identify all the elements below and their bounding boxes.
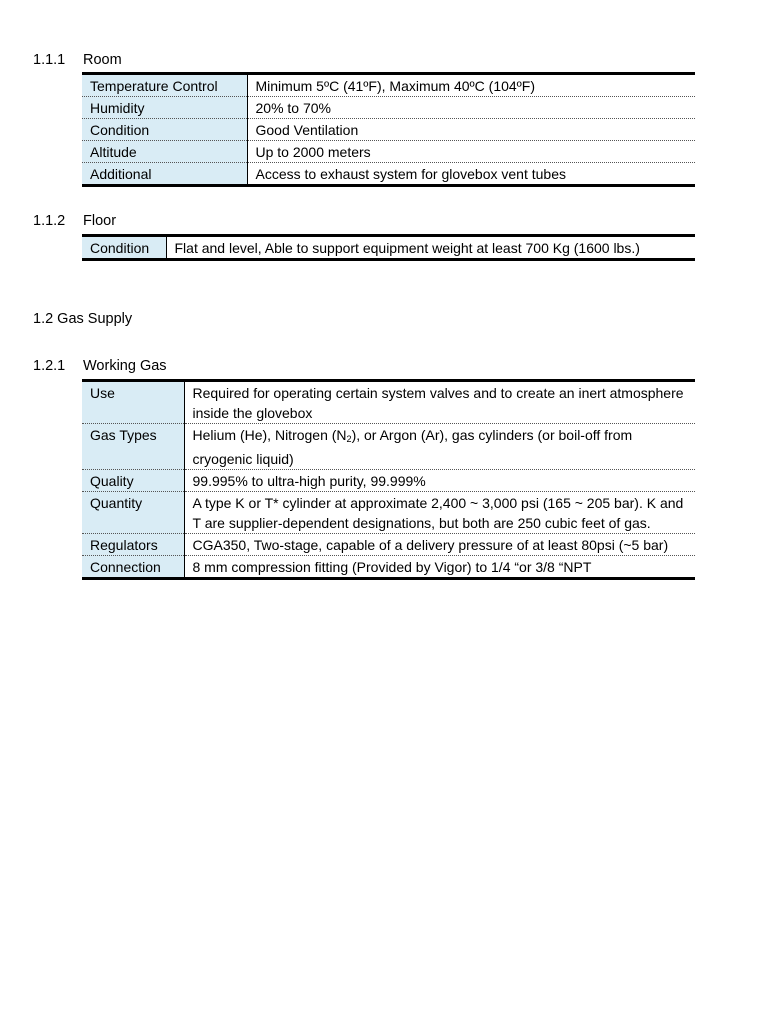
table-row <box>82 119 695 141</box>
section-heading-gas-supply <box>33 310 132 328</box>
row-label: Connection <box>82 556 184 579</box>
row-label: Altitude <box>82 141 247 163</box>
row-label: Gas Types <box>82 424 184 470</box>
table-row <box>82 424 695 470</box>
section-number: 1.1.2 <box>33 213 66 229</box>
subscript-text: 2 <box>346 434 352 444</box>
row-label: Additional <box>82 163 247 186</box>
table-row <box>82 492 695 534</box>
row-label: Regulators <box>82 534 184 556</box>
row-label: Quantity <box>82 492 184 534</box>
table-row <box>82 470 695 492</box>
table-row <box>82 97 695 119</box>
section-title: Working Gas <box>83 358 167 374</box>
section-heading-room <box>33 51 122 69</box>
table-row <box>82 236 695 260</box>
section-number: 1.2.1 <box>33 358 66 374</box>
row-value: 99.995% to ultra-high purity, 99.999% <box>184 470 695 492</box>
table-row <box>82 381 695 424</box>
row-value: Access to exhaust system for glovebox vent tubes <box>247 163 695 186</box>
row-value: Minimum 5ºC (41ºF), Maximum 40ºC (104ºF) <box>247 74 695 97</box>
working-gas-requirements-table <box>82 379 695 580</box>
value-text: ), or Argon (Ar), gas cylinders (or boil-off from cryogenic liquid) <box>192 427 633 467</box>
row-value: 8 mm compression fitting (Provided by Vigor) to 1/4 “or 3/8 “NPT <box>184 556 695 579</box>
row-value <box>184 424 695 470</box>
row-label: Condition <box>82 236 166 260</box>
row-value: CGA350, Two-stage, capable of a delivery pressure of at least 80psi (~5 bar) <box>184 534 695 556</box>
table-row <box>82 556 695 579</box>
row-value: Required for operating certain system valves and to create an inert atmosphere inside the glovebox <box>184 381 695 424</box>
table-row <box>82 141 695 163</box>
row-value: Up to 2000 meters <box>247 141 695 163</box>
section-number: 1.1.1 <box>33 52 66 68</box>
table-row <box>82 163 695 186</box>
section-title: Room <box>83 52 122 68</box>
row-label: Quality <box>82 470 184 492</box>
section-heading-working-gas <box>33 357 167 375</box>
table-row <box>82 534 695 556</box>
row-value: Flat and level, Able to support equipment weight at least 700 Kg (1600 lbs.) <box>166 236 695 260</box>
room-requirements-table <box>82 72 695 187</box>
floor-requirements-table <box>82 234 695 261</box>
value-text: Helium (He), Nitrogen (N <box>192 427 347 443</box>
row-label: Use <box>82 381 184 424</box>
row-label: Humidity <box>82 97 247 119</box>
section-title: Floor <box>83 213 117 229</box>
row-value: 20% to 70% <box>247 97 695 119</box>
row-label: Condition <box>82 119 247 141</box>
section-title: 1.2 Gas Supply <box>33 311 133 327</box>
table-row <box>82 74 695 97</box>
row-value: A type K or T* cylinder at approximate 2,400 ~ 3,000 psi (165 ~ 205 bar). K and T are supplier-dependent designations, but both are 250 cubic feet of gas. <box>184 492 695 534</box>
row-value: Good Ventilation <box>247 119 695 141</box>
section-heading-floor <box>33 212 116 230</box>
row-label: Temperature Control <box>82 74 247 97</box>
